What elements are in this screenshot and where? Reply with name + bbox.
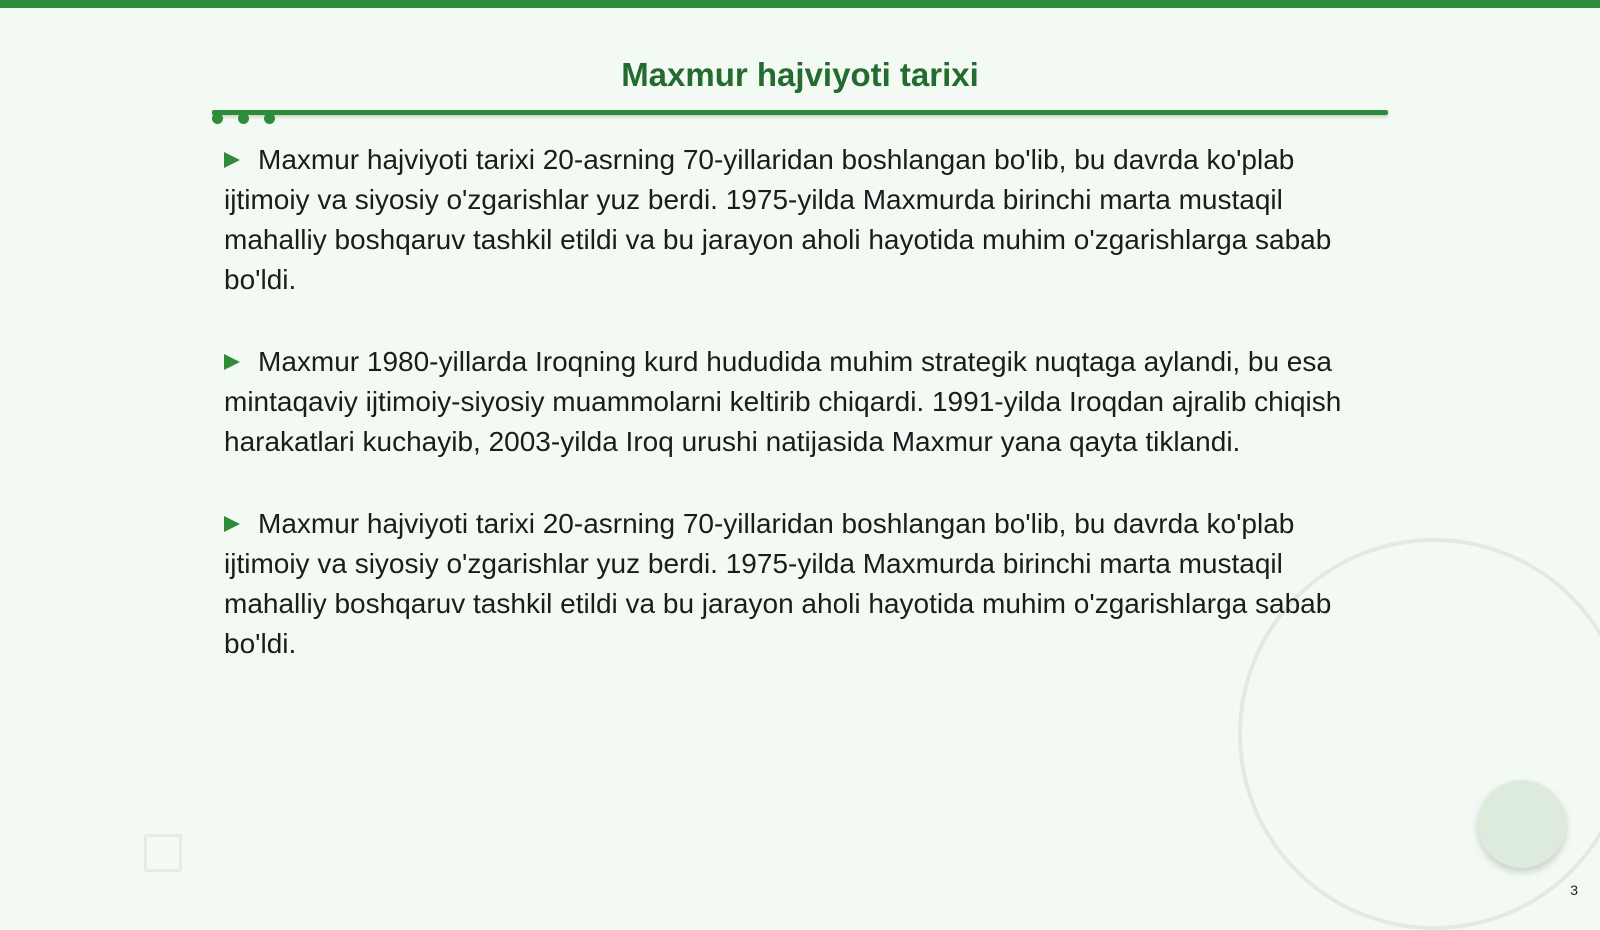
triangle-right-icon (224, 152, 240, 168)
triangle-right-icon (224, 354, 240, 370)
paragraph-text: Maxmur hajviyoti tarixi 20-asrning 70-yillaridan boshlangan bo'lib, bu davrda ko'plab ijtimoiy va siyosiy o'zgarishlar yuz berdi. 1975-yilda Maxmurda birinchi marta mustaqil mahalliy boshqaruv tashkil etildi va bu jarayon aholi hayotida muhim o'zgarishlarga sabab bo'ldi. (224, 144, 1332, 295)
decorative-dot (212, 113, 223, 124)
triangle-right-icon (224, 516, 240, 532)
paragraph-text: Maxmur hajviyoti tarixi 20-asrning 70-yillaridan boshlangan bo'lib, bu davrda ko'plab ijtimoiy va siyosiy o'zgarishlar yuz berdi. 1975-yilda Maxmurda birinchi marta mustaqil mahalliy boshqaruv tashkil etildi va bu jarayon aholi hayotida muhim o'zgarishlarga sabab bo'ldi. (224, 508, 1332, 659)
paragraph-text: Maxmur 1980-yillarda Iroqning kurd hududida muhim strategik nuqtaga aylandi, bu esa mintaqaviy ijtimoiy-siyosiy muammolarni keltirib chiqardi. 1991-yilda Iroqdan ajralib chiqish harakatlari kuchayib, 2003-yilda Iroq urushi natijasida Maxmur yana qayta tiklandi. (224, 346, 1342, 457)
bullet-paragraph (224, 140, 1384, 300)
bullet-list (224, 140, 1384, 706)
title-underline (212, 110, 1388, 115)
decorative-dot (264, 113, 275, 124)
decorative-circle (1478, 780, 1566, 868)
page-number: 3 (1570, 882, 1578, 898)
bullet-paragraph (224, 504, 1384, 664)
slide-title: Maxmur hajviyoti tarixi (621, 56, 979, 93)
bullet-paragraph (224, 342, 1384, 462)
top-accent-bar (0, 0, 1600, 8)
decorative-dot (238, 113, 249, 124)
decorative-square (144, 834, 182, 872)
